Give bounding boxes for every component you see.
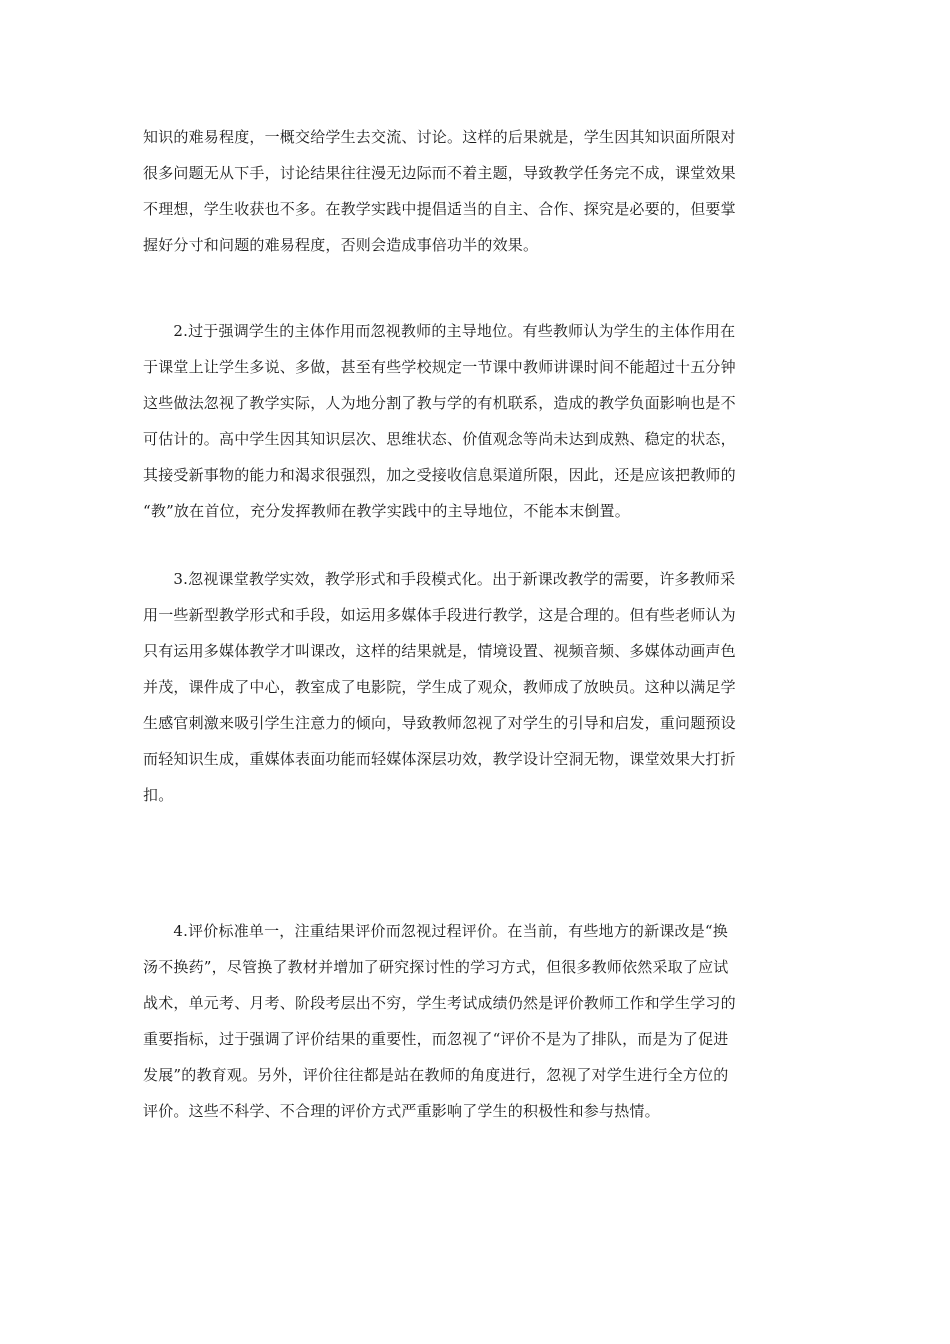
text-line: 只有运用多媒体教学才叫课改，这样的结果就是，情境设置、视频音频、多媒体动画声色	[143, 642, 736, 660]
text-line: 其接受新事物的能力和渴求很强烈，加之受接收信息渠道所限，因此，还是应该把教师的	[143, 466, 736, 484]
text-line: 汤不换药”，尽管换了教材并增加了研究探讨性的学习方式，但很多教师依然采取了应试	[143, 958, 729, 976]
text-line: 而轻知识生成，重媒体表面功能而轻媒体深层功效，教学设计空洞无物，课堂效果大打折	[143, 750, 736, 768]
text-line: 重要指标，过于强调了评价结果的重要性，而忽视了“评价不是为了排队，而是为了促进	[143, 1030, 729, 1048]
text-line: 并茂，课件成了中心，教室成了电影院，学生成了观众，教师成了放映员。这种以满足学	[143, 678, 736, 696]
text-line: 不理想，学生收获也不多。在教学实践中提倡适当的自主、合作、探究是必要的，但要掌	[143, 200, 736, 218]
text-line: 用一些新型教学形式和手段，如运用多媒体手段进行教学，这是合理的。但有些老师认为	[143, 606, 736, 624]
text-line: 战术，单元考、月考、阶段考层出不穷，学生考试成绩仍然是评价教师工作和学生学习的	[143, 994, 736, 1012]
paragraph-2	[143, 313, 811, 529]
text-line: 这些做法忽视了教学实际，人为地分割了教与学的有机联系，造成的教学负面影响也是不	[143, 394, 736, 412]
text-line: 于课堂上让学生多说、多做，甚至有些学校规定一节课中教师讲课时间不能超过十五分钟	[143, 358, 736, 376]
text-line: 扣。	[143, 786, 174, 804]
paragraph-1	[143, 119, 811, 263]
paragraph-3	[143, 561, 811, 813]
text-line: 握好分寸和问题的难易程度，否则会造成事倍功半的效果。	[143, 236, 539, 254]
text-line: 4.评价标准单一，注重结果评价而忽视过程评价。在当前，有些地方的新课改是“换	[143, 922, 728, 940]
text-line: 很多问题无从下手，讨论结果往往漫无边际而不着主题，导致教学任务完不成，课堂效果	[143, 164, 736, 182]
text-line: 知识的难易程度，一概交给学生去交流、讨论。这样的后果就是，学生因其知识面所限对	[143, 128, 736, 146]
paragraph-4	[143, 913, 811, 1129]
text-line: 发展”的教育观。另外，评价往往都是站在教师的角度进行，忽视了对学生进行全方位的	[143, 1066, 729, 1084]
text-line: 2.过于强调学生的主体作用而忽视教师的主导地位。有些教师认为学生的主体作用在	[143, 322, 736, 340]
text-line: 可估计的。高中学生因其知识层次、思维状态、价值观念等尚未达到成熟、稳定的状态，	[143, 430, 736, 448]
text-line: 3.忽视课堂教学实效，教学形式和手段模式化。出于新课改教学的需要，许多教师采	[143, 570, 736, 588]
text-line: 生感官刺激来吸引学生注意力的倾向，导致教师忽视了对学生的引导和启发，重问题预设	[143, 714, 736, 732]
text-line: 评价。这些不科学、不合理的评价方式严重影响了学生的积极性和参与热情。	[143, 1102, 660, 1120]
text-line: “教”放在首位，充分发挥教师在教学实践中的主导地位，不能本末倒置。	[143, 502, 630, 520]
